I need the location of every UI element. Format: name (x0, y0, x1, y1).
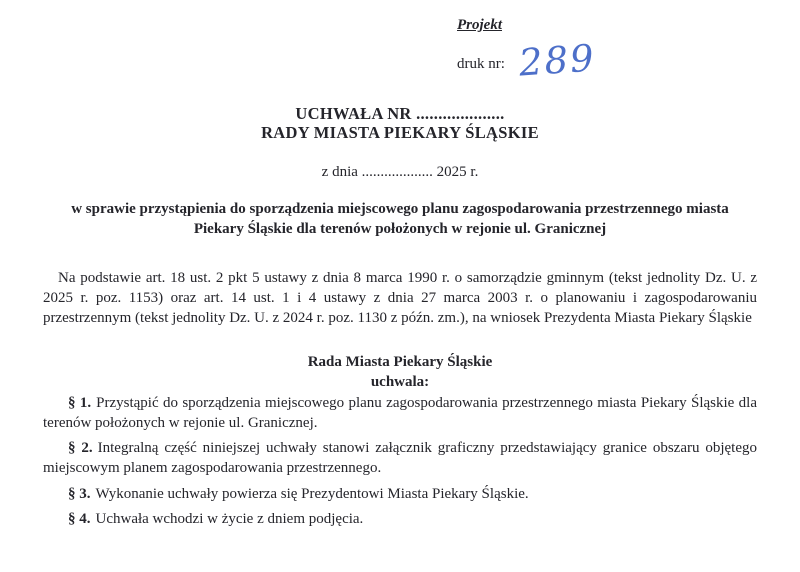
project-label: Projekt (457, 17, 502, 33)
section-text-1: Przystąpić do sporządzenia miejscowego planu zagospodarowania przestrzennego miasta Piekary Śląskie dla terenów położonych w rejonie ul. Granicznej. (43, 395, 758, 431)
section-paragraph-2 (43, 438, 757, 478)
resolution-subject: w sprawie przystąpienia do sporządzenia miejscowego planu zagospodarowania przestrzennego miasta Piekary Śląskie dla terenów położonych w rejonie ul. Granicznej (71, 201, 729, 237)
section-paragraph-4 (43, 509, 757, 529)
enacting-heading-line1: Rada Miasta Piekary Śląskie (307, 354, 493, 370)
enacting-heading-line2: uchwala: (370, 374, 430, 390)
legal-basis-paragraph: Na podstawie art. 18 ust. 2 pkt 5 ustawy z dnia 8 marca 1990 r. o samorządzie gminnym (tekst jednolity Dz. U. z 2025 r. poz. 1153) oraz art. 14 ust. 1 i 4 ustawy z dnia 27 marca 2003 r. o planowaniu i zagospodarowaniu przestrzennym (tekst jednolity Dz. U. z 2024 r. poz. 1130 z późn. zm.), na wniosek Prezydenta Miasta Piekary Śląskie (43, 270, 757, 326)
resolution-number-line: UCHWAŁA NR .................... (295, 104, 505, 123)
section-number-1: § 1. (68, 395, 92, 411)
handwritten-print-number: 289 (517, 36, 597, 85)
council-name-line: RADY MIASTA PIEKARY ŚLĄSKIE (261, 123, 539, 142)
section-text-2: Integralną część niniejszej uchwały stanowi załącznik graficzny przedstawiający granice obszaru objętego miejscowym planem zagospodarowania przestrzennego. (43, 440, 758, 476)
section-paragraph-1 (43, 393, 757, 433)
section-paragraph-3 (43, 484, 757, 504)
resolution-date-line: z dnia ................... 2025 r. (321, 164, 479, 180)
section-number-2: § 2. (68, 440, 93, 456)
enacting-heading (0, 352, 800, 392)
print-number-row (457, 36, 597, 85)
section-number-3: § 3. (68, 486, 91, 502)
print-number-label: druk nr: (457, 56, 505, 72)
section-text-3: Wykonanie uchwały powierza się Prezydentowi Miasta Piekary Śląskie. (95, 486, 529, 502)
section-number-4: § 4. (68, 511, 91, 527)
resolution-title (0, 104, 800, 142)
section-text-4: Uchwała wchodzi w życie z dniem podjęcia. (95, 511, 364, 527)
